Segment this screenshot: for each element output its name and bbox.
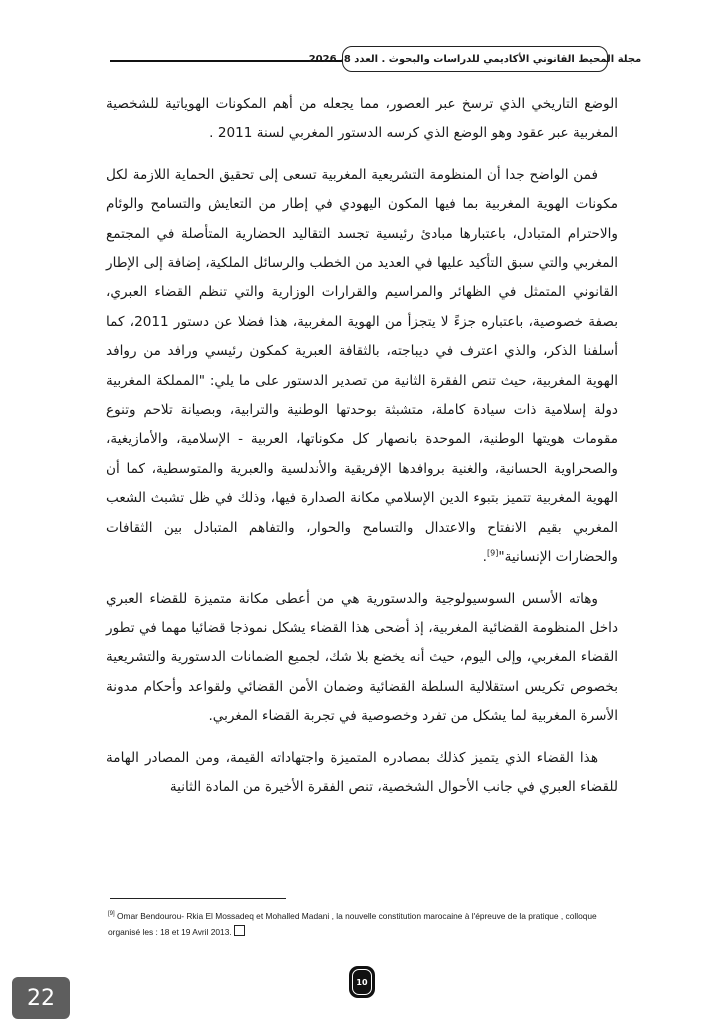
header-rule	[110, 60, 342, 62]
footnote-reference[interactable]: [9]	[487, 548, 499, 558]
viewer-page-number: 22	[27, 985, 55, 1011]
journal-header	[308, 46, 642, 72]
footnote	[108, 906, 620, 940]
paragraph-3: وهاته الأسس السوسيولوجية والدستورية هي من أعطى مكانة متميزة للقضاء العبري داخل المنظومة القضائية المغربية، إذ أضحى هذا القضاء يشكل نموذجا قضائيا مهما في تطور القضاء المغربي، وإلى اليوم، حيث أنه يخضع بلا شك، لجميع الضمانات الدستورية والتشريعية بخصوص تكريس استقلالية السلطة القضائية وضمان الأمن القضائي ولقواعد وأحكام مدونة الأسرة المغربية لما يشكل من تفرد وخصوصية في تجربة القضاء المغربي.	[106, 590, 618, 725]
footnote-divider	[110, 898, 286, 899]
footnote-text: Omar Bendourou- Rkia El Mossadeq et Mohalled Madani , la nouvelle constitution marocaine à l'épreuve de la pratique , colloque organisé les : 18 et 19 Avril 2013.	[108, 910, 597, 937]
journal-title: مجلة المحيط القانوني الأكاديمي للدراسات والبحوث . العدد 8، 2026	[308, 53, 642, 65]
paragraph-4: هذا القضاء الذي يتميز كذلك بمصادره المتميزة واجتهاداته القيمة، ومن المصادر الهامة للقضاء العبري في جانب الأحوال الشخصية، تنص الفقرة الأخيرة من المادة الثانية	[106, 749, 618, 795]
main-text	[106, 90, 618, 814]
viewer-page-indicator[interactable]	[12, 977, 70, 1019]
page-number: 10	[356, 977, 368, 987]
page-number-badge	[349, 966, 375, 998]
paragraph-2: فمن الواضح جدا أن المنظومة التشريعية المغربية تسعى إلى تحقيق الحماية اللازمة لكل مكونات الهوية المغربية بما فيها المكون اليهودي في إطار من التعايش والتسامح والوئام والاحترام المتبادل، باعتبارها مبادئ رئيسية تجسد التقاليد الحضارية المتأصلة في المجتمع المغربي والتي سبق التأكيد عليها في العديد من الخطب والرسائل الملكية، إضافة إلى الإطار القانوني المتمثل في الظهائر والمراسيم والقرارات الوزارية والتي تنظم القضاء العبري، بصفة خصوصية، باعتباره جزءً لا يتجزأ من الهوية المغربية، هذا فضلا عن دستور 2011، كما أسلفنا الذكر، والذي اعترف في ديباجته، بالثقافة العبرية كمكون رئيسي ورافد من روافد الهوية المغربية، حيث تنص الفقرة الثانية من تصدير الدستور على ما يلي: "المملكة المغربية دولة إسلامية ذات سيادة كاملة، متشبثة بوحدتها الوطنية والترابية، وبصيانة تلاحم وتنوع مقومات هويتها الوطنية، الموحدة بانصهار كل مكوناتها، العربية - الإسلامية، والأمازيغية، والصحراوية الحسانية، والغنية بروافدها الإفريقية والأندلسية والعبرية والمتوسطية، كما أن الهوية المغربية تتميز بتبوء الدين الإسلامي مكانة الصدارة فيها، وذلك في ظل تشبث الشعب المغربي بقيم الانفتاح والاعتدال والتسامح والحوار، والتفاهم المتبادل بين الثقافات والحضارات الإنسانية"[9].	[106, 166, 618, 566]
paragraph-2-text: فمن الواضح جدا أن المنظومة التشريعية المغربية تسعى إلى تحقيق الحماية اللازمة لكل مكونات الهوية المغربية بما فيها المكون اليهودي في إطار من التعايش والتسامح والوئام والاحترام المتبادل، باعتبارها مبادئ رئيسية تجسد التقاليد الحضارية المتأصلة في المجتمع المغربي والتي سبق التأكيد عليها في العديد من الخطب والرسائل الملكية، إضافة إلى الإطار القانوني المتمثل في الظهائر والمراسيم والقرارات الوزارية والتي تنظم القضاء العبري، بصفة خصوصية، باعتباره جزءً لا يتجزأ من الهوية المغربية، هذا فضلا عن دستور 2011، كما أسلفنا الذكر، والذي اعترف في ديباجته، بالثقافة العبرية كمكون رئيسي ورافد من روافد الهوية المغربية، حيث تنص الفقرة الثانية من تصدير الدستور على ما يلي: "المملكة المغربية دولة إسلامية ذات سيادة كاملة، متشبثة بوحدتها الوطنية والترابية، وبصيانة تلاحم وتنوع مقومات هويتها الوطنية، الموحدة بانصهار كل مكوناتها، العربية - الإسلامية، والأمازيغية، والصحراوية الحسانية، والغنية بروافدها الإفريقية والأندلسية والعبرية والمتوسطية، كما أن الهوية المغربية تتميز بتبوء الدين الإسلامي مكانة الصدارة فيها، وذلك في ظل تشبث الشعب المغربي بقيم الانفتاح والاعتدال والتسامح والحوار، والتفاهم المتبادل بين الثقافات والحضارات الإنسانية"	[106, 166, 618, 566]
footnote-marker: [9]	[108, 911, 115, 917]
checkbox-glyph-icon	[234, 925, 245, 936]
paragraph-1: الوضع التاريخي الذي ترسخ عبر العصور، مما يجعله من أهم المكونات الهوياتية للشخصية المغربية عبر عقود وهو الوضع الذي كرسه الدستور المغربي لسنة 2011 .	[106, 96, 618, 142]
